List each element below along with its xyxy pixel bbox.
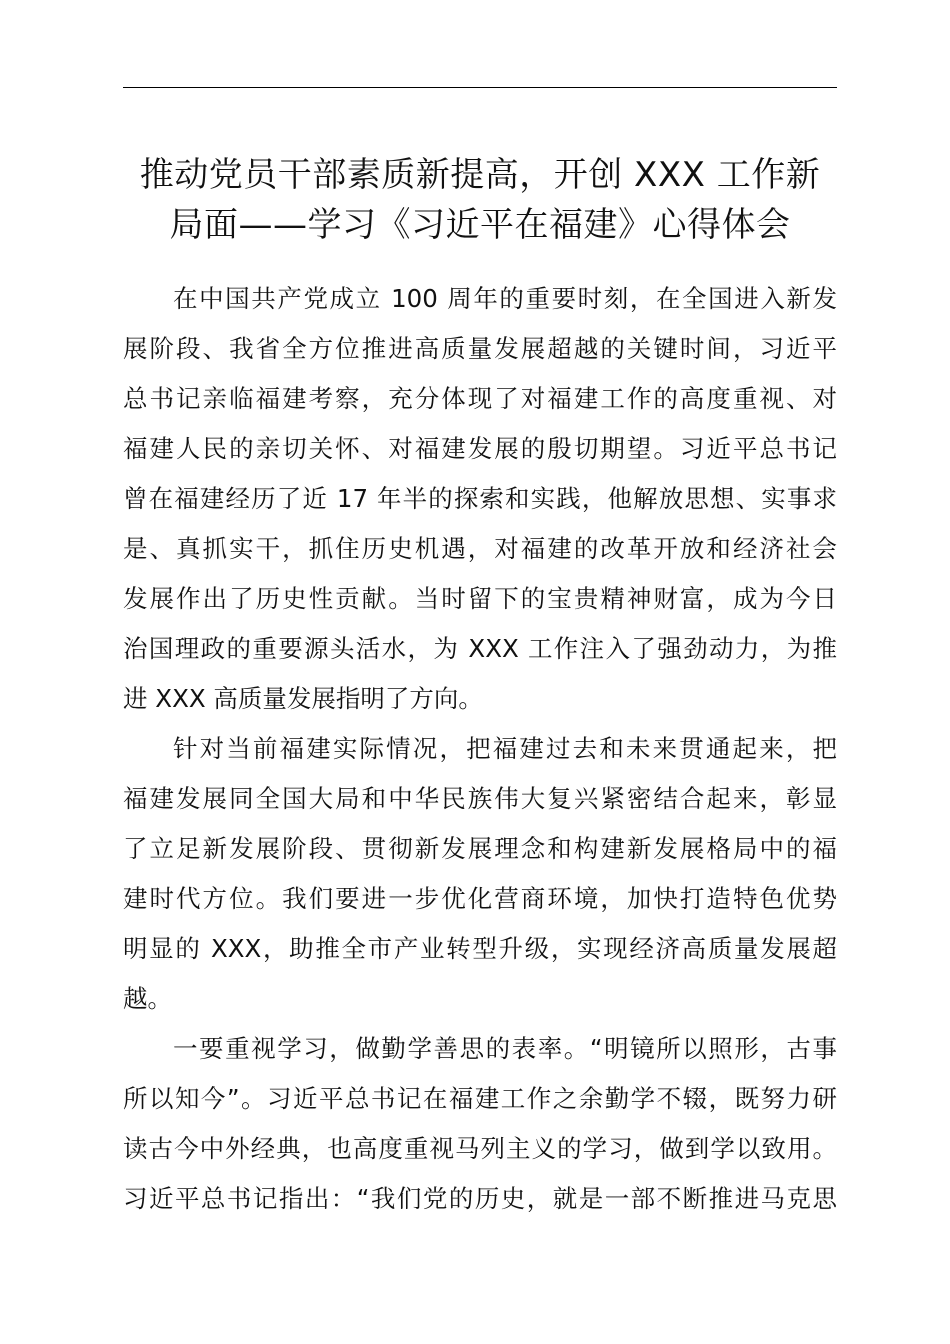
text-line: 明显的 XXX，助推全市产业转型升级，实现经济高质量发展超	[123, 934, 837, 963]
text-line: 一要重视学习，做勤学善思的表率。“明镜所以照形，古事	[173, 1034, 837, 1063]
text-line: 发展作出了历史性贡献。当时留下的宝贵精神财富，成为今日	[123, 584, 837, 613]
document-title	[110, 150, 850, 250]
text-line: 展阶段、我省全方位推进高质量发展超越的关键时间，习近平	[123, 334, 837, 363]
paragraph-3	[123, 1024, 837, 1224]
text-line: 建时代方位。我们要进一步优化营商环境，加快打造特色优势	[123, 884, 837, 913]
text-line: 所以知今”。习近平总书记在福建工作之余勤学不辍，既努力研	[123, 1084, 837, 1113]
text-line: 越。	[123, 984, 172, 1013]
text-line: 总书记亲临福建考察，充分体现了对福建工作的高度重视、对	[123, 384, 837, 413]
text-line: 福建人民的亲切关怀、对福建发展的殷切期望。习近平总书记	[123, 434, 837, 463]
paragraph-1	[123, 274, 837, 724]
text-line: 了立足新发展阶段、贯彻新发展理念和构建新发展格局中的福	[123, 834, 837, 863]
text-line: 进 XXX 高质量发展指明了方向。	[123, 684, 483, 713]
document-body	[123, 274, 837, 1224]
header-rule	[123, 87, 837, 88]
text-line: 是、真抓实干，抓住历史机遇，对福建的改革开放和经济社会	[123, 534, 837, 563]
text-line: 读古今中外经典，也高度重视马列主义的学习，做到学以致用。	[123, 1134, 837, 1163]
text-line: 在中国共产党成立 100 周年的重要时刻，在全国进入新发	[173, 284, 837, 313]
text-line: 曾在福建经历了近 17 年半的探索和实践，他解放思想、实事求	[123, 484, 837, 513]
title-line-2: 局面——学习《习近平在福建》心得体会	[169, 205, 791, 245]
text-line: 针对当前福建实际情况，把福建过去和未来贯通起来，把	[173, 734, 837, 763]
text-line: 治国理政的重要源头活水，为 XXX 工作注入了强劲动力，为推	[123, 634, 837, 663]
paragraph-2	[123, 724, 837, 1024]
text-line: 福建发展同全国大局和中华民族伟大复兴紧密结合起来，彰显	[123, 784, 837, 813]
text-line: 习近平总书记指出：“我们党的历史，就是一部不断推进马克思	[123, 1184, 837, 1213]
title-line-1: 推动党员干部素质新提高，开创 XXX 工作新	[139, 155, 821, 195]
